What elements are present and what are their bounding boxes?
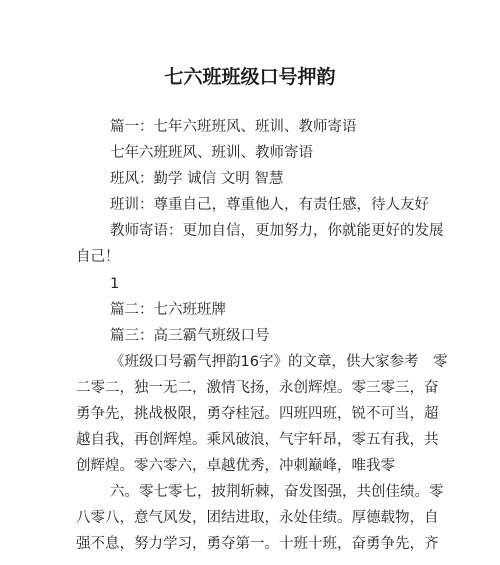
document-title: 七六班班级口号押韵 [164,66,336,88]
paragraph-line: 六。零七零七，披荆斩棘，奋发图强，共创佳绩。零 [110,484,444,500]
paragraph-line: 《班级口号霸气押韵16字》的文章，供大家参考 零 [110,354,448,370]
section-heading-1: 篇一：七年六班班风、班训、教师寄语 [110,119,357,135]
page-number: 1 [110,276,120,292]
paragraph-line: 强不息，努力学习，勇夺第一。十班十班，奋勇争先，齐 [76,536,439,552]
paragraph-line: 七年六班班风、班训、教师寄语 [110,145,313,161]
paragraph-line: 勇争先，挑战极限，勇夺桂冠。四班四班，锐不可当，超 [76,406,439,422]
section-heading-3: 篇三：高三霸气班级口号 [110,328,270,344]
paragraph-line: 八零八，意气风发，团结进取，永处佳绩。厚德载物，自 [76,510,439,526]
paragraph-line: 教师寄语：更加自信，更加努力，你就能更好的发展 [110,223,444,239]
paragraph-line: 自己！ [76,249,120,265]
paragraph-line: 班训：尊重自己，尊重他人，有责任感，待人友好 [110,197,429,213]
paragraph-line: 二零二，独一无二，激情飞扬，永创辉煌。零三零三，奋 [76,380,439,396]
paragraph-line: 班风：勤学 诚信 文明 智慧 [110,171,284,187]
section-heading-2: 篇二：七六班班牌 [110,302,226,318]
paragraph-line: 越自我，再创辉煌。乘风破浪，气宇轩昂，零五有我，共 [76,432,439,448]
paragraph-line: 创辉煌。零六零六，卓越优秀，冲刺巅峰，唯我零 [76,458,395,474]
